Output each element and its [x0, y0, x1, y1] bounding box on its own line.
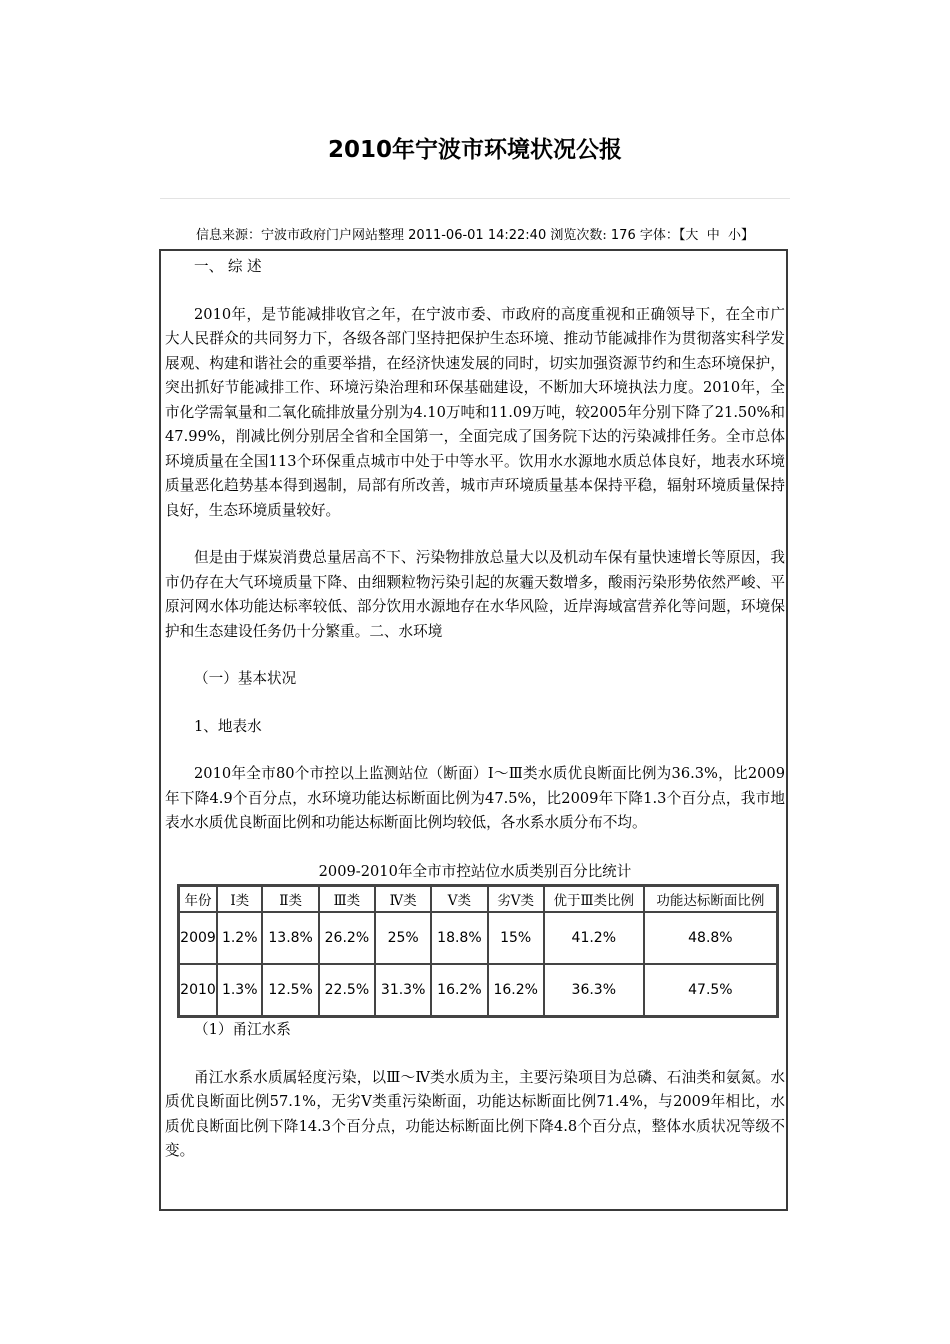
water-quality-table	[177, 884, 779, 1018]
table-cell: 12.5%	[262, 964, 318, 1016]
paragraph-yongjiang: 甬江水系水质属轻度污染，以Ⅲ～Ⅳ类水质为主，主要污染项目为总磷、石油类和氨氮。水质优良断面比例57.1%，无劣Ⅴ类重污染断面，功能达标断面比例71.4%，与2009年相比，水质优良断面比例下降14.3个百分点，功能达标断面比例下降4.8个百分点，整体水质状况等级不变。	[165, 1068, 785, 1159]
table-header-cell: 功能达标断面比例	[644, 886, 777, 912]
bracket-close: 】	[740, 228, 754, 243]
table-header-cell: Ⅴ类	[431, 886, 487, 912]
paragraph-overview: 2010年，是节能减排收官之年，在宁波市委、市政府的高度重视和正确领导下，在全市广大人民群众的共同努力下，各级各部门坚持把保护生态环境、推动节能减排作为贯彻落实科学发展观、构建和谐社会的重要举措，在经济快速发展的同时，切实加强资源节约和生态环境保护，突出抓好节能减排工作、环境污染治理和环保基础建设，不断加大环境执法力度。2010年，全市化学需氧量和二氧化硫排放量分别为4.10万吨和11.09万吨，较2005年分别下降了21.50%和47.99%，削减比例分别居全省和全国第一，全面完成了国务院下达的污染减排任务。全市总体环境质量在全国113个环保重点城市中处于中等水平。饮用水水源地水质总体良好，地表水环境质量恶化趋势基本得到遏制，局部有所改善，城市声环境质量基本保持平稳，辐射环境质量保持良好，生态环境质量较好。	[165, 305, 785, 519]
section-heading-overview: 一、 综 述	[194, 258, 262, 275]
views-label: 浏览次数:	[550, 228, 607, 243]
publish-datetime: 2011-06-01 14:22:40	[408, 228, 547, 243]
subheading-basic-status: （一）基本状况	[194, 670, 297, 687]
table-cell: 36.3%	[544, 964, 644, 1016]
table-header-cell: Ⅳ类	[375, 886, 431, 912]
views-count: 176	[610, 228, 636, 243]
article-meta	[160, 226, 790, 246]
table-header-cell: 优于Ⅲ类比例	[544, 886, 644, 912]
font-size-small-link[interactable]: 小	[727, 228, 741, 243]
table-cell: 41.2%	[544, 912, 644, 964]
table-cell: 47.5%	[644, 964, 777, 1016]
table-caption: 2009-2010年全市市控站位水质类别百分比统计	[318, 862, 632, 880]
bracket-open: 【	[678, 228, 686, 243]
paragraph-problems: 但是由于煤炭消费总量居高不下、污染物排放总量大以及机动车保有量快速增长等原因，我市仍存在大气环境质量下降、由细颗粒物污染引起的灰霾天数增多，酸雨污染形势依然严峻、平原河网水体功能达标率较低、部分饮用水源地存在水华风险，近岸海域富营养化等问题，环境保护和生态建设任务仍十分繁重。二、水环境	[165, 549, 785, 640]
source-text: 宁波市政府门户网站整理	[261, 228, 405, 243]
table-header-cell: 年份	[179, 886, 217, 912]
font-size-label: 字体：	[639, 228, 679, 243]
table-cell: 16.2%	[488, 964, 544, 1016]
paragraph-surface-water: 2010年全市80个市控以上监测站位（断面）Ⅰ～Ⅲ类水质优良断面比例为36.3%，比2009年下降4.9个百分点，水环境功能达标断面比例为47.5%，比2009年下降1.3个百分点，我市地表水水质优良断面比例和功能达标断面比例均较低，各水系水质分布不均。	[165, 765, 785, 831]
table-cell: 13.8%	[262, 912, 318, 964]
source-label: 信息来源：	[195, 228, 261, 243]
article-body-box	[159, 249, 788, 1211]
table-cell: 25%	[375, 912, 431, 964]
table-cell-year: 2009	[179, 912, 217, 964]
table-header-cell: 劣Ⅴ类	[488, 886, 544, 912]
table-cell: 22.5%	[319, 964, 375, 1016]
table-header-cell: Ⅱ类	[262, 886, 318, 912]
table-header-cell: Ⅰ类	[217, 886, 262, 912]
table-row	[179, 964, 777, 1016]
table-cell: 26.2%	[319, 912, 375, 964]
table-cell: 31.3%	[375, 964, 431, 1016]
table-cell: 16.2%	[431, 964, 487, 1016]
table-row	[179, 912, 777, 964]
table-cell: 48.8%	[644, 912, 777, 964]
table-cell: 1.3%	[217, 964, 262, 1016]
table-cell-year: 2010	[179, 964, 217, 1016]
table-header-row	[179, 886, 777, 912]
page-title: 2010年宁波市环境状况公报	[327, 137, 622, 163]
table-cell: 15%	[488, 912, 544, 964]
font-size-large-link[interactable]: 大	[685, 228, 699, 243]
table-cell: 18.8%	[431, 912, 487, 964]
article-content	[165, 255, 785, 1164]
title-divider	[160, 198, 790, 199]
font-size-medium-link[interactable]: 中	[706, 228, 720, 243]
table-header-cell: Ⅲ类	[319, 886, 375, 912]
table-cell: 1.2%	[217, 912, 262, 964]
subheading-yongjiang: （1）甬江水系	[194, 1021, 291, 1038]
subheading-surface-water: 1、地表水	[194, 717, 262, 735]
